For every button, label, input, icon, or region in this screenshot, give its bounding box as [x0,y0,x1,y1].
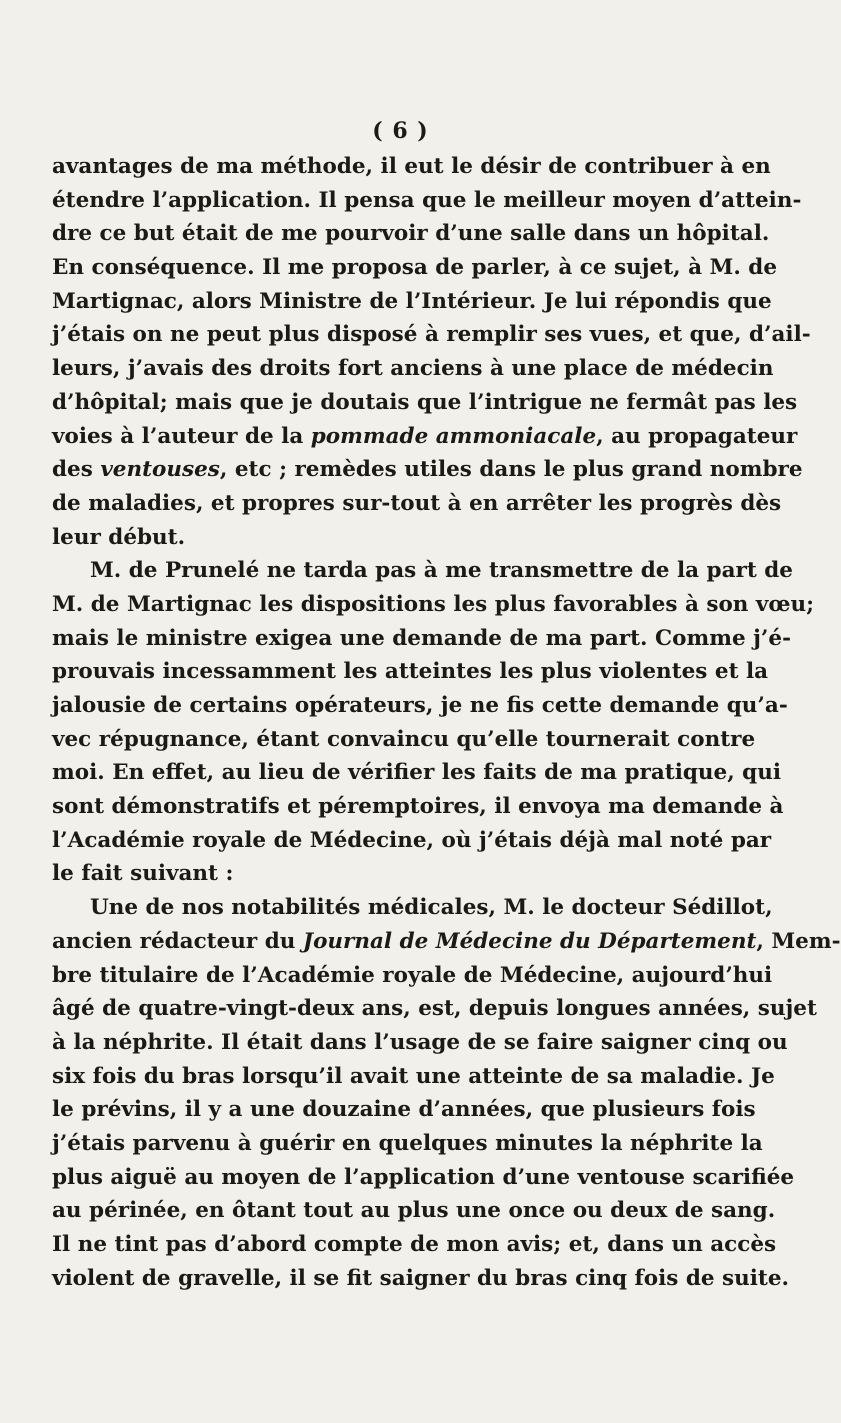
text-segment: violent de gravelle, il se fit saigner du bras cinq fois de suite. [52,1265,790,1291]
text-segment: des [52,457,101,483]
text-line [52,453,803,487]
text-line [52,790,784,824]
text-line [52,386,798,420]
text-line [52,891,773,925]
text-line [52,184,802,218]
text-segment: âgé de quatre-vingt-deux ans, est, depuis longues années, sujet [52,996,817,1022]
text-segment: d’hôpital; mais que je doutais que l’intrigue ne fermât pas les [52,389,798,415]
text-segment: En conséquence. Il me proposa de parler, à ce sujet, à M. de [52,255,778,281]
text-line [52,1026,788,1060]
text-line [52,554,793,588]
text-line [52,925,841,959]
text-line [52,318,811,352]
text-segment: leurs, j’avais des droits fort anciens à une place de médecin [52,356,774,382]
text-segment: leur début. [52,524,186,550]
text-segment: j’étais parvenu à guérir en quelques minutes la néphrite la [52,1130,763,1156]
text-line [52,655,769,689]
text-segment: Martignac, alors Ministre de l’Intérieur. Je lui répondis que [52,288,772,314]
text-line [52,521,752,555]
text-line [52,689,788,723]
text-line [52,992,817,1026]
text-line [52,150,771,184]
text-line [52,1262,790,1296]
text-line [52,824,772,858]
text-segment: Il ne tint pas d’abord compte de mon avis; et, dans un accès [52,1232,777,1257]
italic-text: Journal de Médecine du Département [302,928,757,954]
body-text [52,150,841,1295]
text-segment: M. de Prunelé ne tarda pas à me transmettre de la part de [90,558,793,584]
text-line [52,1060,775,1094]
text-segment: prouvais incessamment les atteintes les plus violentes et la [52,659,769,685]
text-segment: le prévins, il y a une douzaine d’années, que plusieurs fois [52,1097,756,1123]
text-segment: , Mem- [756,928,841,954]
text-line [52,1093,756,1127]
text-line [52,959,773,993]
text-line [52,251,778,285]
text-segment: Une de nos notabilités médicales, M. le docteur Sédillot, [90,895,773,921]
text-segment: avantages de ma méthode, il eut le désir de contribuer à en [52,154,771,179]
text-line [52,1161,795,1195]
text-line [52,1228,777,1262]
text-segment: étendre l’application. Il pensa que le meilleur moyen d’attein- [52,187,802,213]
text-line [52,420,798,454]
text-line [52,1127,763,1161]
text-segment: vec répugnance, étant convaincu qu’elle tournerait contre [52,726,756,752]
text-segment: six fois du bras lorsqu’il avait une atteinte de sa maladie. Je [52,1063,775,1089]
text-segment: au périnée, en ôtant tout au plus une once ou deux de sang. [52,1198,776,1224]
text-segment: sont démonstratifs et péremptoires, il envoya ma demande à [52,794,784,820]
text-line [52,588,815,622]
text-line [52,1194,776,1228]
text-segment: jalousie de certains opérateurs, je ne fis cette demande qu’a- [52,693,788,718]
text-segment: le fait suivant : [52,861,234,887]
text-segment: , au propagateur [596,423,798,449]
text-segment: de maladies, et propres sur-tout à en arrêter les progrès dès [52,490,782,516]
text-line [52,217,770,251]
text-segment: M. de Martignac les dispositions les plus favorables à son vœu; [52,591,815,617]
text-segment: dre ce but était de me pourvoir d’une salle dans un hôpital. [52,221,770,247]
italic-text: ventouses [100,457,220,483]
text-segment: , etc ; remèdes utiles dans le plus grand nombre [219,457,803,483]
text-line [52,487,782,521]
text-segment: l’Académie royale de Médecine, où j’étais déjà mal noté par [52,827,772,853]
text-segment: voies à l’auteur de la [52,423,311,449]
text-line [52,857,752,891]
text-segment: bre titulaire de l’Académie royale de Médecine, aujourd’hui [52,962,773,988]
text-line [52,723,756,757]
text-segment: ancien rédacteur du [52,928,303,954]
text-line [52,352,774,386]
text-segment: moi. En effet, au lieu de vérifier les faits de ma pratique, qui [52,760,782,786]
text-line [52,622,791,656]
text-segment: j’étais on ne peut plus disposé à remplir ses vues, et que, d’ail- [52,322,811,348]
text-segment: mais le ministre exigea une demande de ma part. Comme j’é- [52,625,791,651]
text-segment: à la néphrite. Il était dans l’usage de se faire saigner cinq ou [52,1029,788,1055]
italic-text: pommade ammoniacale [310,423,597,449]
page-number: ( 6 ) [372,118,429,144]
text-segment: plus aiguë au moyen de l’application d’une ventouse scarifiée [52,1164,795,1190]
text-line [52,285,772,319]
text-line [52,756,782,790]
